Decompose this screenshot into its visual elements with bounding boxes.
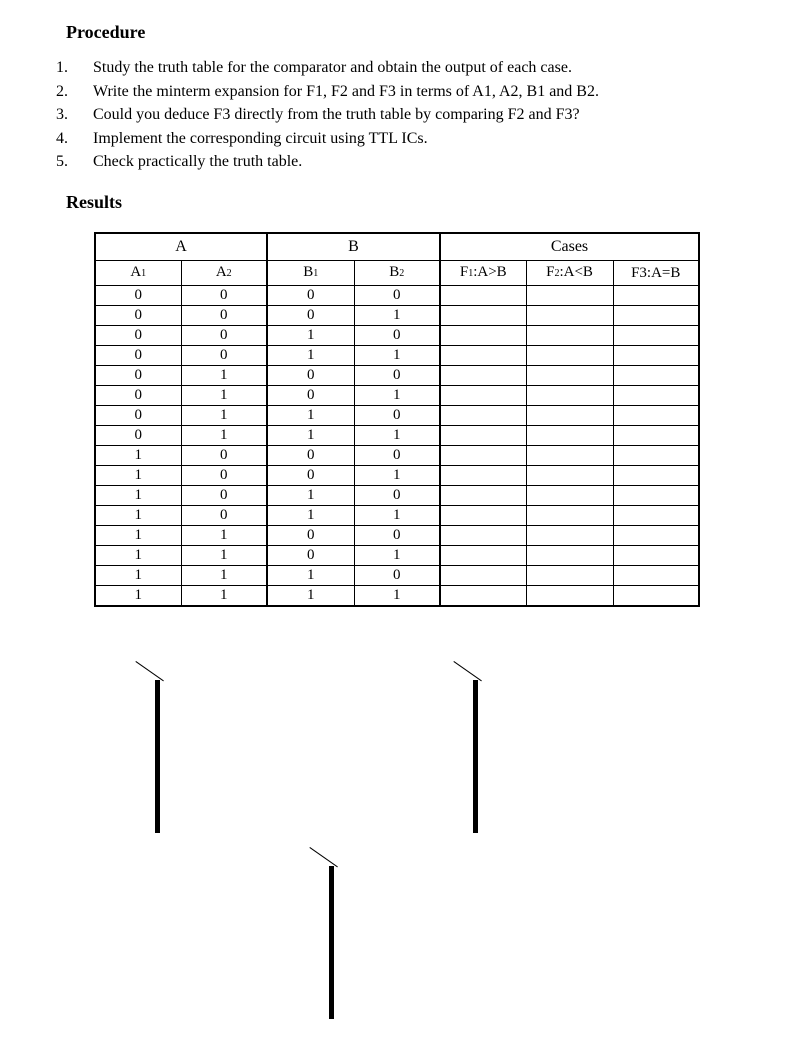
cell-f3-blank[interactable] xyxy=(613,306,699,326)
cell-f2-blank[interactable] xyxy=(526,346,613,366)
cell-b2: 1 xyxy=(354,466,440,486)
cell-f3-blank[interactable] xyxy=(613,366,699,386)
cell-f1-blank[interactable] xyxy=(440,506,526,526)
table-row xyxy=(95,526,699,546)
procedure-heading: Procedure xyxy=(66,22,146,42)
cell-f3-blank[interactable] xyxy=(613,486,699,506)
cell-f3-blank[interactable] xyxy=(613,406,699,426)
step-number: 3. xyxy=(56,106,68,123)
table-row xyxy=(95,586,699,607)
step-text: Write the minterm expansion for F1, F2 and F3 in terms of A1, A2, B1 and B2. xyxy=(93,82,599,100)
step-text: Check practically the truth table. xyxy=(93,153,303,170)
cell-f3-blank[interactable] xyxy=(613,346,699,366)
cell-a1: 0 xyxy=(95,326,181,346)
cell-b2: 0 xyxy=(354,446,440,466)
cell-f2-blank[interactable] xyxy=(526,486,613,506)
cell-f2-blank[interactable] xyxy=(526,386,613,406)
cell-a1: 1 xyxy=(95,446,181,466)
cell-b1: 1 xyxy=(267,566,354,586)
cell-f1-blank[interactable] xyxy=(440,566,526,586)
cell-f2-blank[interactable] xyxy=(526,446,613,466)
cell-b1: 1 xyxy=(267,586,354,607)
step-number: 2. xyxy=(56,82,68,100)
cell-a1: 1 xyxy=(95,506,181,526)
cell-a2: 0 xyxy=(181,326,267,346)
cell-f1-blank[interactable] xyxy=(440,546,526,566)
cell-f1-blank[interactable] xyxy=(440,346,526,366)
cell-a1: 0 xyxy=(95,406,181,426)
cell-f3-blank[interactable] xyxy=(613,326,699,346)
cell-b2: 0 xyxy=(354,326,440,346)
cell-a2: 0 xyxy=(181,486,267,506)
cell-b1: 1 xyxy=(267,346,354,366)
cell-b2: 1 xyxy=(354,586,440,607)
cell-f2-blank[interactable] xyxy=(526,426,613,446)
cell-a2: 1 xyxy=(181,426,267,446)
cell-b2: 1 xyxy=(354,386,440,406)
cell-f1-blank[interactable] xyxy=(440,366,526,386)
cell-b2: 1 xyxy=(354,346,440,366)
table-row xyxy=(95,486,699,506)
step-number: 5. xyxy=(56,153,68,170)
cell-f2-blank[interactable] xyxy=(526,306,613,326)
table-row xyxy=(95,346,699,366)
cell-a1: 0 xyxy=(95,366,181,386)
table-row xyxy=(95,566,699,586)
kmap-grid xyxy=(473,680,478,833)
cell-f3-blank[interactable] xyxy=(613,506,699,526)
col-header-f1: F1:A>B xyxy=(440,261,526,286)
cell-b2: 1 xyxy=(354,506,440,526)
cell-b2: 0 xyxy=(354,406,440,426)
cell-f3-blank[interactable] xyxy=(613,446,699,466)
cell-f2-blank[interactable] xyxy=(526,286,613,306)
cell-b2: 0 xyxy=(354,566,440,586)
step-number: 1. xyxy=(56,59,68,76)
cell-a1: 1 xyxy=(95,526,181,546)
cell-b2: 1 xyxy=(354,306,440,326)
cell-b1: 1 xyxy=(267,406,354,426)
cell-b1: 0 xyxy=(267,366,354,386)
cell-b1: 0 xyxy=(267,286,354,306)
cell-a1: 0 xyxy=(95,386,181,406)
truth-table xyxy=(94,232,700,607)
cell-b2: 0 xyxy=(354,486,440,506)
cell-a2: 1 xyxy=(181,526,267,546)
cell-a2: 0 xyxy=(181,466,267,486)
group-header-cases: Cases xyxy=(440,233,699,261)
table-row xyxy=(95,386,699,406)
cell-f3-blank[interactable] xyxy=(613,466,699,486)
cell-b1: 0 xyxy=(267,526,354,546)
step-text: Could you deduce F3 directly from the truth table by comparing F2 and F3? xyxy=(93,106,580,123)
col-header-a2: A2 xyxy=(181,261,267,286)
cell-a2: 1 xyxy=(181,586,267,607)
cell-a1: 1 xyxy=(95,566,181,586)
cell-b1: 0 xyxy=(267,386,354,406)
kmap-diagonal xyxy=(453,661,481,681)
cell-f1-blank[interactable] xyxy=(440,426,526,446)
col-header-f3: F3:A=B xyxy=(613,261,699,286)
cell-f1-blank[interactable] xyxy=(440,526,526,546)
table-row xyxy=(95,286,699,306)
cell-f3-blank[interactable] xyxy=(613,526,699,546)
table-row xyxy=(95,426,699,446)
cell-a2: 0 xyxy=(181,506,267,526)
table-row xyxy=(95,546,699,566)
cell-a2: 1 xyxy=(181,406,267,426)
table-row xyxy=(95,306,699,326)
cell-a2: 0 xyxy=(181,306,267,326)
cell-a2: 1 xyxy=(181,566,267,586)
cell-a1: 1 xyxy=(95,466,181,486)
cell-f1-blank[interactable] xyxy=(440,466,526,486)
cell-b2: 1 xyxy=(354,426,440,446)
table-row xyxy=(95,366,699,386)
table-row xyxy=(95,406,699,426)
table-row xyxy=(95,446,699,466)
step-text: Study the truth table for the comparator and obtain the output of each case. xyxy=(93,59,572,76)
cell-f2-blank[interactable] xyxy=(526,366,613,386)
cell-f1-blank[interactable] xyxy=(440,386,526,406)
step-text: Implement the corresponding circuit using TTL ICs. xyxy=(93,129,428,147)
cell-f2-blank[interactable] xyxy=(526,566,613,586)
col-header-b1: B1 xyxy=(267,261,354,286)
cell-a1: 0 xyxy=(95,346,181,366)
cell-f3-blank[interactable] xyxy=(613,286,699,306)
cell-b1: 1 xyxy=(267,506,354,526)
cell-f2-blank[interactable] xyxy=(526,506,613,526)
kmap-diagonal xyxy=(309,847,337,867)
cell-f2-blank[interactable] xyxy=(526,586,613,607)
cell-a1: 1 xyxy=(95,586,181,607)
cell-f1-blank[interactable] xyxy=(440,406,526,426)
cell-f2-blank[interactable] xyxy=(526,406,613,426)
cell-b1: 0 xyxy=(267,546,354,566)
cell-a1: 1 xyxy=(95,486,181,506)
cell-b2: 0 xyxy=(354,526,440,546)
cell-b1: 1 xyxy=(267,486,354,506)
cell-a2: 0 xyxy=(181,446,267,466)
step-number: 4. xyxy=(56,129,68,147)
col-header-f2: F2:A<B xyxy=(526,261,613,286)
table-row xyxy=(95,326,699,346)
cell-f2-blank[interactable] xyxy=(526,526,613,546)
table-row xyxy=(95,466,699,486)
col-header-b2: B2 xyxy=(354,261,440,286)
cell-b2: 1 xyxy=(354,546,440,566)
cell-f1-blank[interactable] xyxy=(440,446,526,466)
kmap-grid xyxy=(329,866,334,1019)
truth-table-body xyxy=(95,286,699,607)
cell-a1: 0 xyxy=(95,306,181,326)
cell-b1: 1 xyxy=(267,326,354,346)
cell-f1-blank[interactable] xyxy=(440,486,526,506)
cell-b1: 0 xyxy=(267,306,354,326)
results-heading: Results xyxy=(66,192,123,212)
cell-a2: 1 xyxy=(181,546,267,566)
group-header-a: A xyxy=(95,233,267,261)
cell-a2: 0 xyxy=(181,346,267,366)
cell-f3-blank[interactable] xyxy=(613,586,699,607)
cell-a2: 0 xyxy=(181,286,267,306)
cell-b1: 0 xyxy=(267,466,354,486)
cell-a2: 1 xyxy=(181,366,267,386)
group-header-row xyxy=(95,233,699,261)
cell-a1: 0 xyxy=(95,426,181,446)
cell-b2: 0 xyxy=(354,366,440,386)
cell-f3-blank[interactable] xyxy=(613,386,699,406)
cell-f1-blank[interactable] xyxy=(440,326,526,346)
cell-b1: 1 xyxy=(267,426,354,446)
cell-f2-blank[interactable] xyxy=(526,546,613,566)
cell-f2-blank[interactable] xyxy=(526,466,613,486)
kmap-diagonal xyxy=(135,661,163,681)
cell-a1: 0 xyxy=(95,286,181,306)
cell-f3-blank[interactable] xyxy=(613,546,699,566)
cell-f1-blank[interactable] xyxy=(440,286,526,306)
cell-f1-blank[interactable] xyxy=(440,306,526,326)
cell-f3-blank[interactable] xyxy=(613,426,699,446)
cell-f3-blank[interactable] xyxy=(613,566,699,586)
cell-a1: 1 xyxy=(95,546,181,566)
table-row xyxy=(95,506,699,526)
cell-f1-blank[interactable] xyxy=(440,586,526,607)
kmap-grid xyxy=(155,680,160,833)
column-header-row xyxy=(95,261,699,286)
cell-f2-blank[interactable] xyxy=(526,326,613,346)
cell-b2: 0 xyxy=(354,286,440,306)
col-header-a1: A1 xyxy=(95,261,181,286)
cell-a2: 1 xyxy=(181,386,267,406)
group-header-b: B xyxy=(267,233,440,261)
cell-b1: 0 xyxy=(267,446,354,466)
